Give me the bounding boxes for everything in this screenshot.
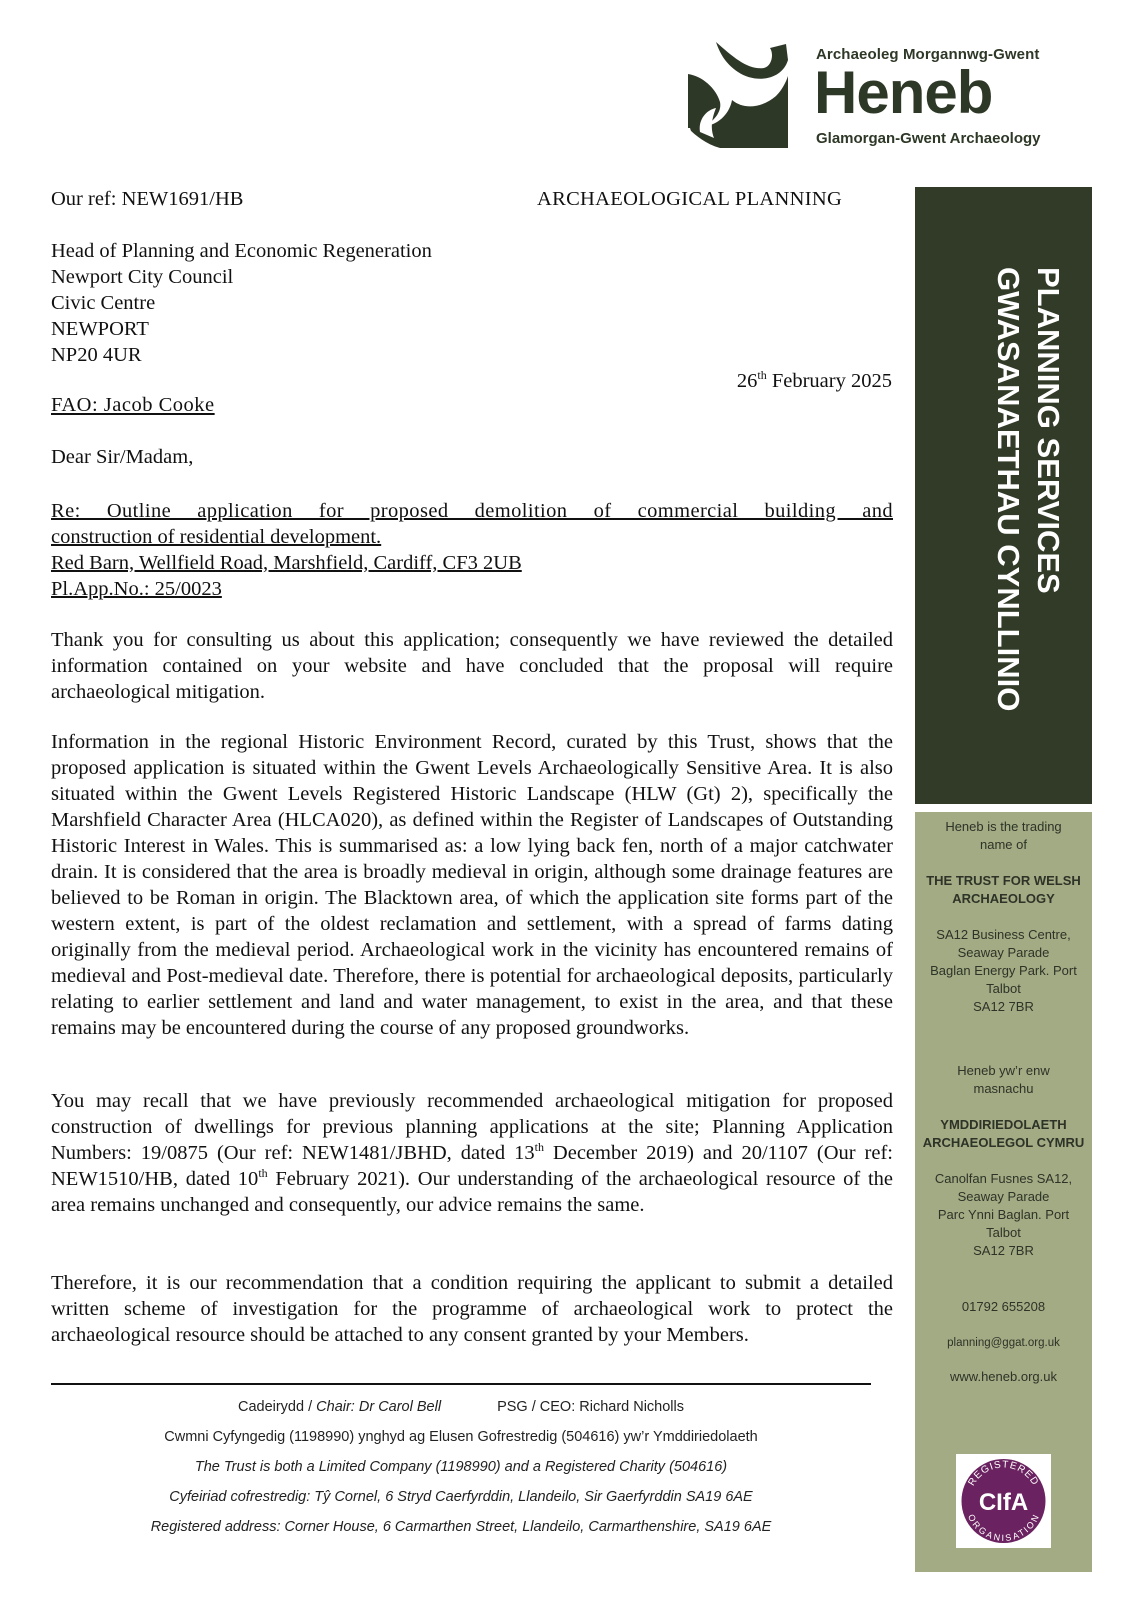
salutation: Dear Sir/Madam, — [51, 446, 194, 468]
paragraph-recommendation: Therefore, it is our recommendation that a condition requiring the applicant to submit a detailed written scheme of investigation for the programme of archaeological work to protect the archaeological resource should be attached to any consent granted by your Members. — [51, 1272, 893, 1346]
trading-name-en: Heneb is the trading name of — [945, 819, 1062, 852]
department-heading: ARCHAEOLOGICAL PLANNING — [537, 188, 843, 210]
site-address: Red Barn, Wellfield Road, Marshfield, Cardiff, CF3 2UB — [51, 552, 522, 574]
address-cy: Canolfan Fusnes SA12, Seaway Parade Parc Ynni Baglan. Port Talbot SA12 7BR — [934, 1171, 1073, 1258]
svg-text:ORGANISATION: ORGANISATION — [965, 1512, 1042, 1543]
trust-name-en: THE TRUST FOR WELSH ARCHAEOLOGY — [926, 873, 1081, 906]
website-link[interactable]: www.heneb.org.uk — [950, 1369, 1057, 1384]
planning-services-banner — [915, 187, 1092, 804]
logo-english-name: Glamorgan-Gwent Archaeology — [816, 130, 1041, 147]
footer-address-en: Registered address: Corner House, 6 Carmarthen Street, Llandeilo, Carmarthenshire, SA19 6AE — [150, 1519, 772, 1535]
trust-name-cy: YMDDIRIEDOLAETH ARCHAEOLEGOL CYMRU — [922, 1117, 1085, 1150]
phone-number: 01792 655208 — [961, 1299, 1046, 1314]
email-link[interactable]: planning@ggat.org.uk — [947, 1337, 1060, 1349]
trading-name-cy: Heneb yw’r enw masnachu — [957, 1063, 1050, 1096]
svg-text:REGISTERED: REGISTERED — [966, 1459, 1041, 1488]
subject-line-1: Re: Outline application for proposed demolition of commercial building and — [51, 500, 893, 522]
organisation-info-panel — [915, 812, 1092, 1572]
footer-address-cy: Cyfeiriad cofrestredig: Tŷ Cornel, 6 Stryd Caerfyrddin, Llandeilo, Sir Gaerfyrddin SA19 6AE — [169, 1489, 753, 1505]
cifa-badge-icon — [956, 1454, 1051, 1548]
banner-line-welsh: GWASANAETHAU CYNLLINIO — [991, 267, 1026, 712]
paragraph-historic-record: Information in the regional Historic Environment Record, curated by this Trust, shows that the proposed application is situated within the Gwent Levels Archaeologically Sensitive Area. It is also situated within the Gwent Levels Registered Historic Landscape (HLW (Gt) 2), specifically the Marshfield Character Area (HLCA020), as defined within the Register of Landscapes of Outstanding Historic Interest in Wales. This is summarised as: a low lying back fen, north of a major catchwater drain. It is considered that the area is broadly medieval in origin, although some drainage features are believed to be Roman in origin. The Blacktown area, of which the application site forms part of the western extent, is part of the oldest reclamation and settlement, with a spread of farms dating originally from the medieval period. Archaeological work in the vicinity has encountered remains of medieval and Post-medieval date. Therefore, there is potential for archaeological deposits, particularly relating to earlier settlement and land and water management, to exist in the area, and that these remains may be encountered during the course of any proposed groundworks. — [51, 731, 893, 1039]
footer-officers: Cadeirydd / Chair: Dr Carol Bell PSG / CEO: Richard Nicholls — [237, 1399, 685, 1415]
letter-date: 26th February 2025 — [736, 368, 892, 392]
heneb-swirl-logo-icon — [686, 40, 794, 150]
recipient-address: Head of Planning and Economic Regeneration Newport City Council Civic Centre NEWPORT NP20 4UR — [51, 240, 432, 366]
address-en: SA12 Business Centre, Seaway Parade Baglan Energy Park. Port Talbot SA12 7BR — [930, 927, 1077, 1014]
application-number: Pl.App.No.: 25/0023 — [51, 578, 222, 600]
logo-name: Heneb — [814, 59, 993, 126]
banner-line-english: PLANNING SERVICES — [1031, 267, 1066, 594]
heneb-logo — [686, 40, 1086, 150]
for-attention-of: FAO: Jacob Cooke — [51, 394, 215, 416]
subject-line-2: construction of residential development. — [51, 526, 382, 548]
footer-company-cy: Cwmni Cyfyngedig (1198990) ynghyd ag Elusen Gofrestredig (504616) yw’r Ymddiriedolaeth — [164, 1429, 758, 1445]
paragraph-consultation: Thank you for consulting us about this application; consequently we have reviewed the detailed information contained on your website and have concluded that the proposal will require archaeological mitigation. — [51, 629, 893, 703]
footer-company-en: The Trust is both a Limited Company (1198990) and a Registered Charity (504616) — [194, 1459, 728, 1475]
logo-welsh-name: Archaeoleg Morgannwg-Gwent — [816, 46, 1040, 63]
subject-block — [51, 498, 893, 602]
paragraph-previous-advice: You may recall that we have previously recommended archaeological mitigation for proposed construction of dwellings for previous planning applications at the site; Planning Application Numbers: 19/0875 (Our ref: NEW1481/JBHD, dated 13th December 2019) and 20/1107 (Our ref: NEW1510/HB, dated 10th February 2021). Our understanding of the archaeological resource of the area remains unchanged and consequently, our advice remains the same. — [51, 1090, 893, 1216]
footer — [51, 1392, 871, 1542]
our-reference: Our ref: NEW1691/HB — [51, 188, 244, 210]
cifa-registered-badge — [956, 1454, 1051, 1548]
svg-text:CIfA: CIfA — [978, 1489, 1029, 1516]
footer-divider — [51, 1383, 871, 1385]
